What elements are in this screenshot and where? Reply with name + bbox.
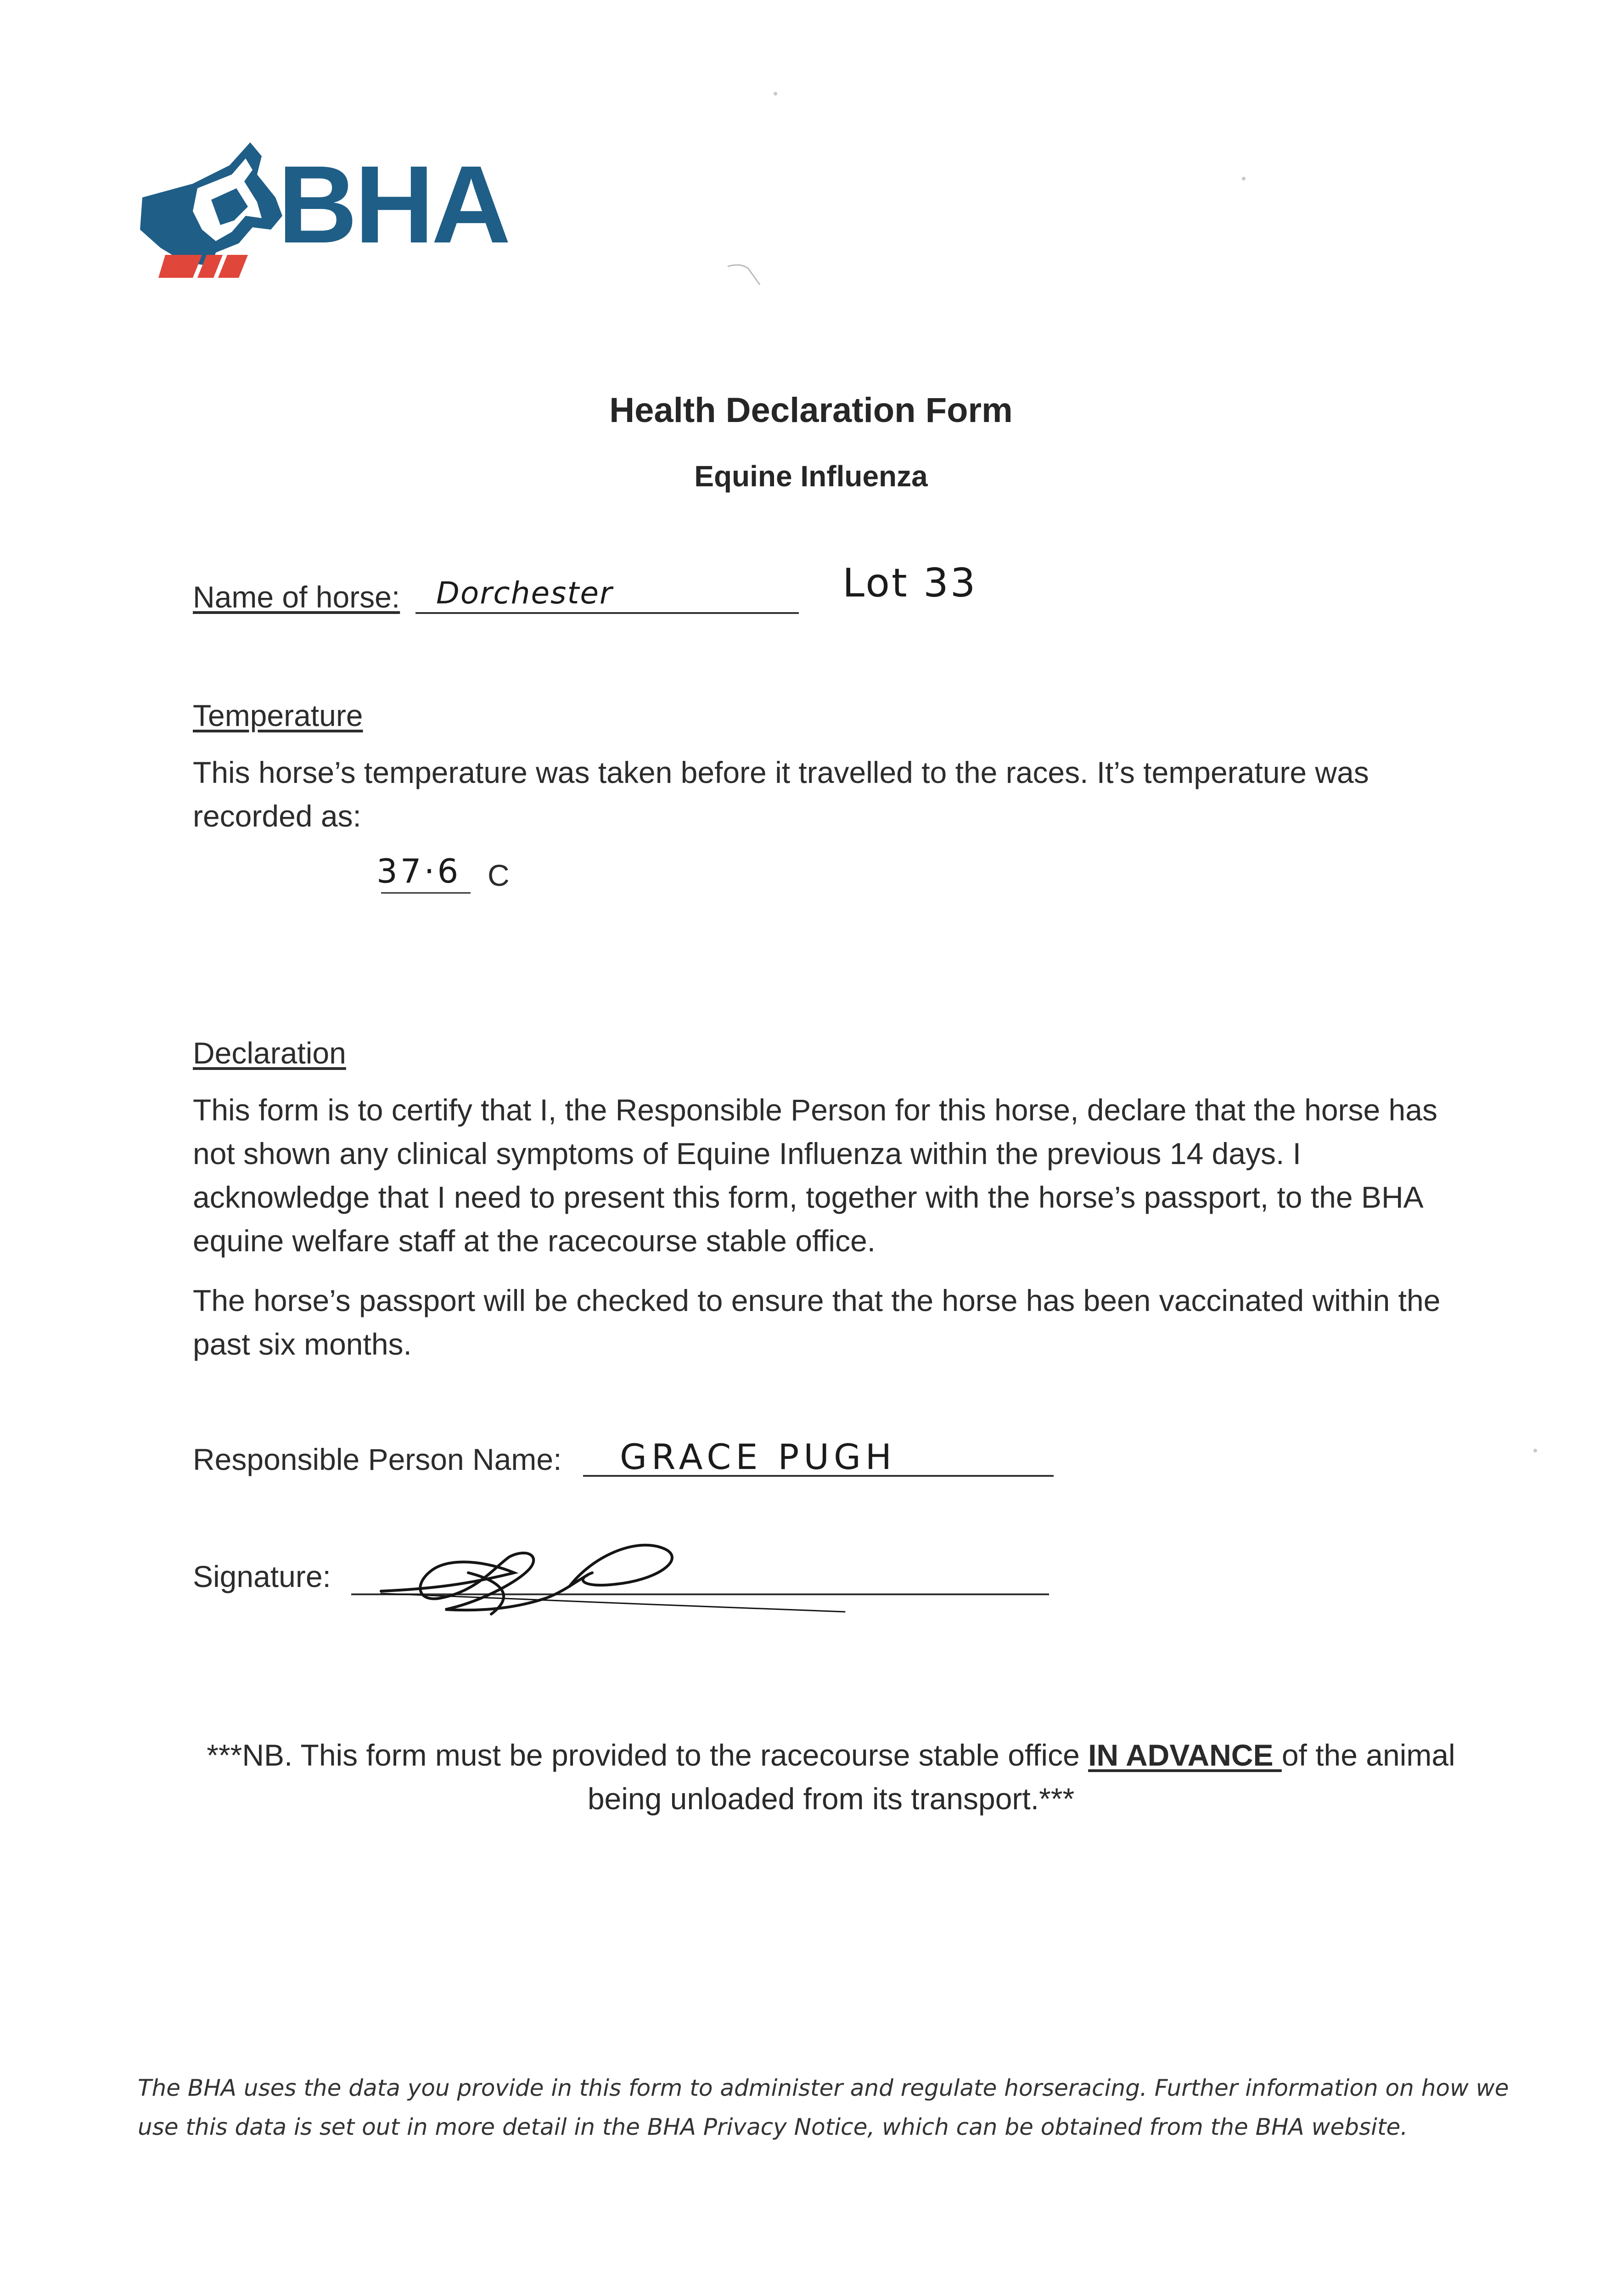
notice-prefix: ***NB. This form must be provided to the racecourse stable office: [207, 1738, 1089, 1772]
horse-name-value: Dorchester: [436, 575, 613, 611]
responsible-person-label: Responsible Person Name:: [193, 1442, 562, 1476]
notice-suffix: of the animal being unloaded from its transport.***: [587, 1738, 1455, 1816]
horse-name-line: [415, 612, 799, 614]
declaration-heading: Declaration: [193, 1036, 346, 1070]
privacy-notice: The BHA uses the data you provide in this form to administer and regulate horseracing. Further information on how we use this data is set out in more detail in the BHA Privacy Notice, which can be obtained from the BHA website.: [138, 2075, 1509, 2140]
form-subtitle: Equine Influenza: [694, 460, 928, 493]
temperature-heading: Temperature: [193, 698, 363, 732]
scan-speck: [1533, 1449, 1537, 1452]
notice-emphasis: IN ADVANCE: [1088, 1738, 1282, 1772]
signature-label: Signature:: [193, 1559, 331, 1593]
lot-number: Lot 33: [842, 560, 977, 606]
temperature-value: 37·6: [376, 852, 461, 890]
horse-name-label: Name of horse:: [193, 580, 400, 614]
scan-speck: [774, 92, 777, 96]
temperature-line: [381, 892, 471, 894]
bha-logo-text: BHA: [278, 143, 508, 266]
responsible-person-value: GRACE PUGH: [620, 1436, 897, 1477]
temperature-unit: C: [488, 858, 510, 892]
scan-mark: [725, 262, 771, 289]
scan-speck: [1242, 177, 1246, 180]
declaration-paragraph-1: This form is to certify that I, the Responsible Person for this horse, declare that the horse has not shown any clinical symptoms of Equine Influenza within the previous 14 days. I acknowledge that I need to present this form, together with the horse’s passport, to the BHA equine welfare staff at the racecourse stable office.: [193, 1093, 1437, 1258]
advance-notice: [174, 1733, 1487, 1821]
form-title: Health Declaration Form: [609, 391, 1013, 430]
temperature-text: This horse’s temperature was taken before it travelled to the races. It’s temperature was recorded as:: [193, 755, 1369, 833]
handwritten-signature: [376, 1529, 881, 1621]
declaration-paragraph-2: The horse’s passport will be checked to ensure that the horse has been vaccinated within the past six months.: [193, 1283, 1441, 1361]
